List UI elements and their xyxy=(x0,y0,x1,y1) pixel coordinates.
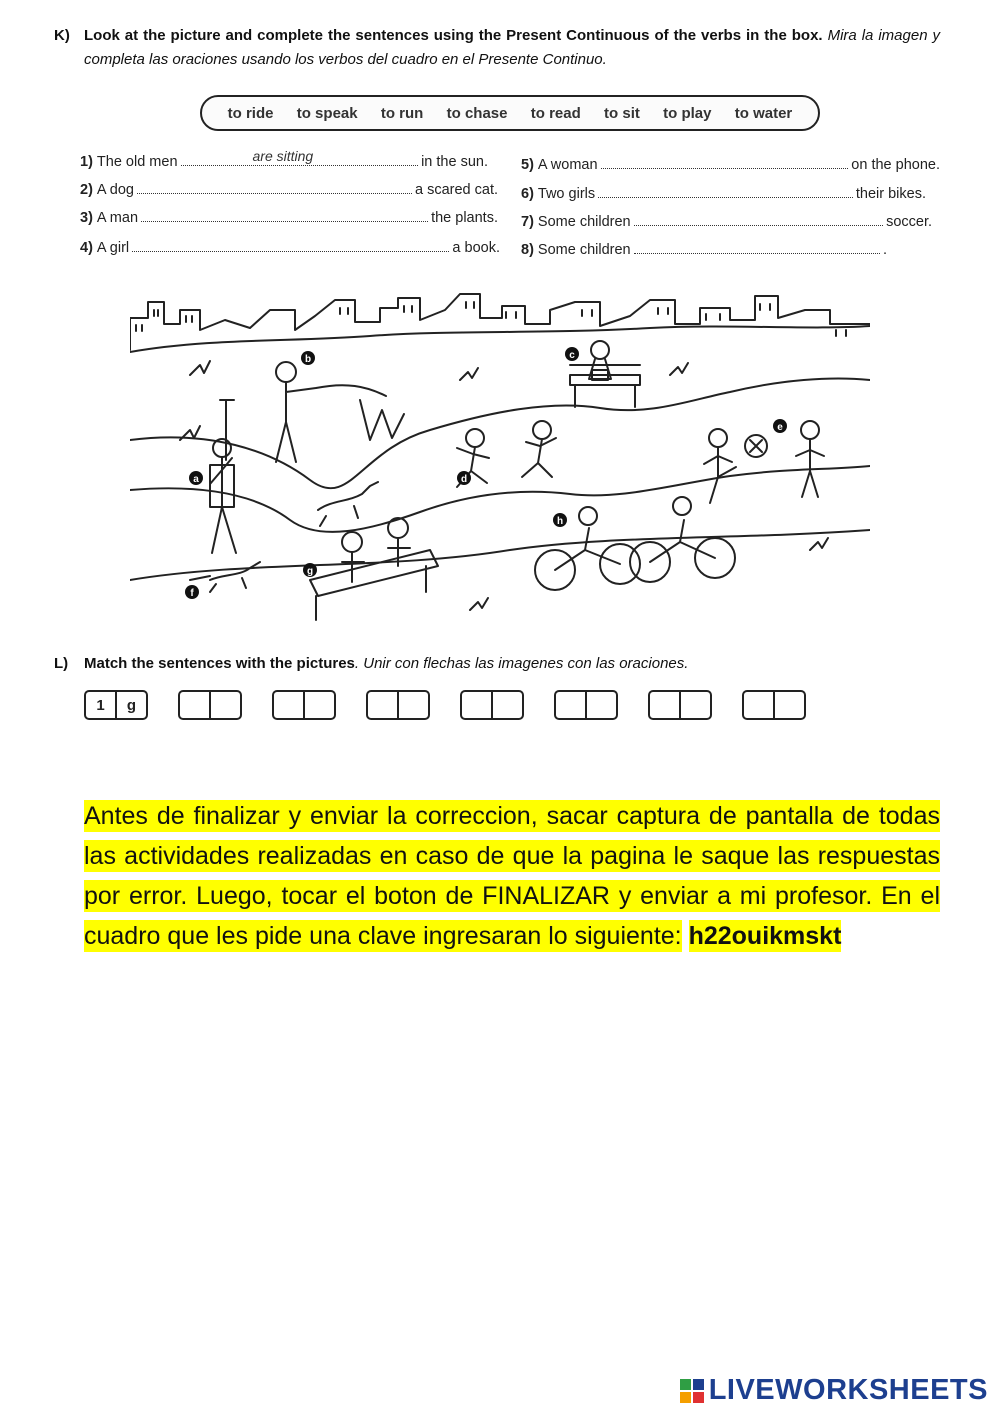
logo-text: LIVEWORKSHEETS xyxy=(708,1374,988,1406)
match-letter-input[interactable] xyxy=(773,692,804,718)
match-number[interactable] xyxy=(462,692,491,718)
marker-h: h xyxy=(556,516,564,527)
sentence-5: 5) A woman on the phone. xyxy=(521,157,940,173)
marker-d: d xyxy=(460,474,468,485)
section-l-instruction-spanish: Unir con flechas las imagenes con las oraciones. xyxy=(363,655,689,672)
match-box-8[interactable] xyxy=(742,690,806,720)
verb-item: to sit xyxy=(604,104,640,122)
match-box-3[interactable] xyxy=(272,690,336,720)
answer-blank-2[interactable] xyxy=(137,180,412,194)
answer-text-1: are sitting xyxy=(252,148,314,164)
verb-box xyxy=(200,95,820,131)
match-letter-input[interactable]: g xyxy=(115,692,146,718)
verb-item: to water xyxy=(734,104,793,122)
answer-blank-1[interactable] xyxy=(181,148,419,166)
match-box-2[interactable] xyxy=(178,690,242,720)
match-letter-input[interactable] xyxy=(491,692,522,718)
verb-item: to read xyxy=(530,104,581,122)
verb-item: to play xyxy=(663,104,712,122)
match-number[interactable] xyxy=(744,692,773,718)
sentence-1: 1) The old men are sitting in the sun. xyxy=(80,148,488,170)
liveworksheets-logo-icon xyxy=(679,1378,705,1404)
section-l-instruction: Match the sentences with the pictures. Unir con flechas las imagenes con las oraciones. xyxy=(84,655,689,672)
marker-a: a xyxy=(193,474,199,485)
answer-blank-6[interactable] xyxy=(598,184,853,198)
match-box-1[interactable] xyxy=(84,690,148,720)
sentence-3: 3) A man the plants. xyxy=(80,210,498,226)
match-number[interactable] xyxy=(556,692,585,718)
access-code: h22ouikmskt xyxy=(688,922,842,950)
verb-item: to speak xyxy=(296,104,358,122)
marker-e: e xyxy=(777,422,783,433)
match-box-6[interactable] xyxy=(554,690,618,720)
marker-f: f xyxy=(190,588,194,599)
match-boxes xyxy=(84,690,806,720)
match-letter-input[interactable] xyxy=(303,692,334,718)
answer-blank-4[interactable] xyxy=(132,238,449,252)
section-k-instruction-spanish: Mira la imagen y completa las oraciones usando los verbos del cuadro en el Presente Continuo. xyxy=(84,27,940,68)
note-text: Antes de finalizar y enviar la correccion, sacar captura de pantalla de todas las actividades realizadas en caso de que la pagina le saque las respuestas por error. Luego, tocar el boton de FINALIZAR y enviar a mi profesor. En el cuadro que les pide una clave ingresaran lo siguiente: xyxy=(84,802,940,950)
answer-blank-5[interactable] xyxy=(601,155,849,169)
match-letter-input[interactable] xyxy=(397,692,428,718)
match-number[interactable] xyxy=(368,692,397,718)
submission-note xyxy=(84,796,940,956)
match-letter-input[interactable] xyxy=(209,692,240,718)
sentence-4: 4) A girl a book. xyxy=(80,240,500,256)
section-k-letter: K) xyxy=(54,27,70,44)
match-number[interactable] xyxy=(274,692,303,718)
match-box-4[interactable] xyxy=(366,690,430,720)
section-k-instruction-english: Look at the picture and complete the sentences using the Present Continuous of the verbs in the box. xyxy=(84,27,823,44)
answer-blank-3[interactable] xyxy=(141,208,428,222)
match-letter-input[interactable] xyxy=(585,692,616,718)
match-box-5[interactable] xyxy=(460,690,524,720)
match-number[interactable] xyxy=(650,692,679,718)
verb-item: to chase xyxy=(446,104,508,122)
section-k-instruction xyxy=(84,24,940,72)
answer-blank-8[interactable] xyxy=(634,240,880,254)
park-scene-drawing xyxy=(130,280,870,625)
match-letter-input[interactable] xyxy=(679,692,710,718)
match-number: 1 xyxy=(96,696,105,714)
liveworksheets-logo xyxy=(679,1374,988,1407)
sentence-2: 2) A dog a scared cat. xyxy=(80,182,498,198)
park-scene-illustration xyxy=(130,280,870,625)
verb-item: to ride xyxy=(227,104,274,122)
section-l-letter: L) xyxy=(54,655,69,672)
verb-item: to run xyxy=(380,104,424,122)
sentence-6: 6) Two girls their bikes. xyxy=(521,186,926,202)
marker-g: g xyxy=(306,566,314,577)
marker-c: c xyxy=(569,350,575,361)
sentence-8: 8) Some children . xyxy=(521,242,887,258)
answer-blank-7[interactable] xyxy=(634,212,883,226)
match-box-7[interactable] xyxy=(648,690,712,720)
match-number[interactable] xyxy=(180,692,209,718)
marker-b: b xyxy=(304,354,312,365)
section-l-instruction-english: Match the sentences with the pictures xyxy=(84,655,355,672)
sentence-7: 7) Some children soccer. xyxy=(521,214,932,230)
